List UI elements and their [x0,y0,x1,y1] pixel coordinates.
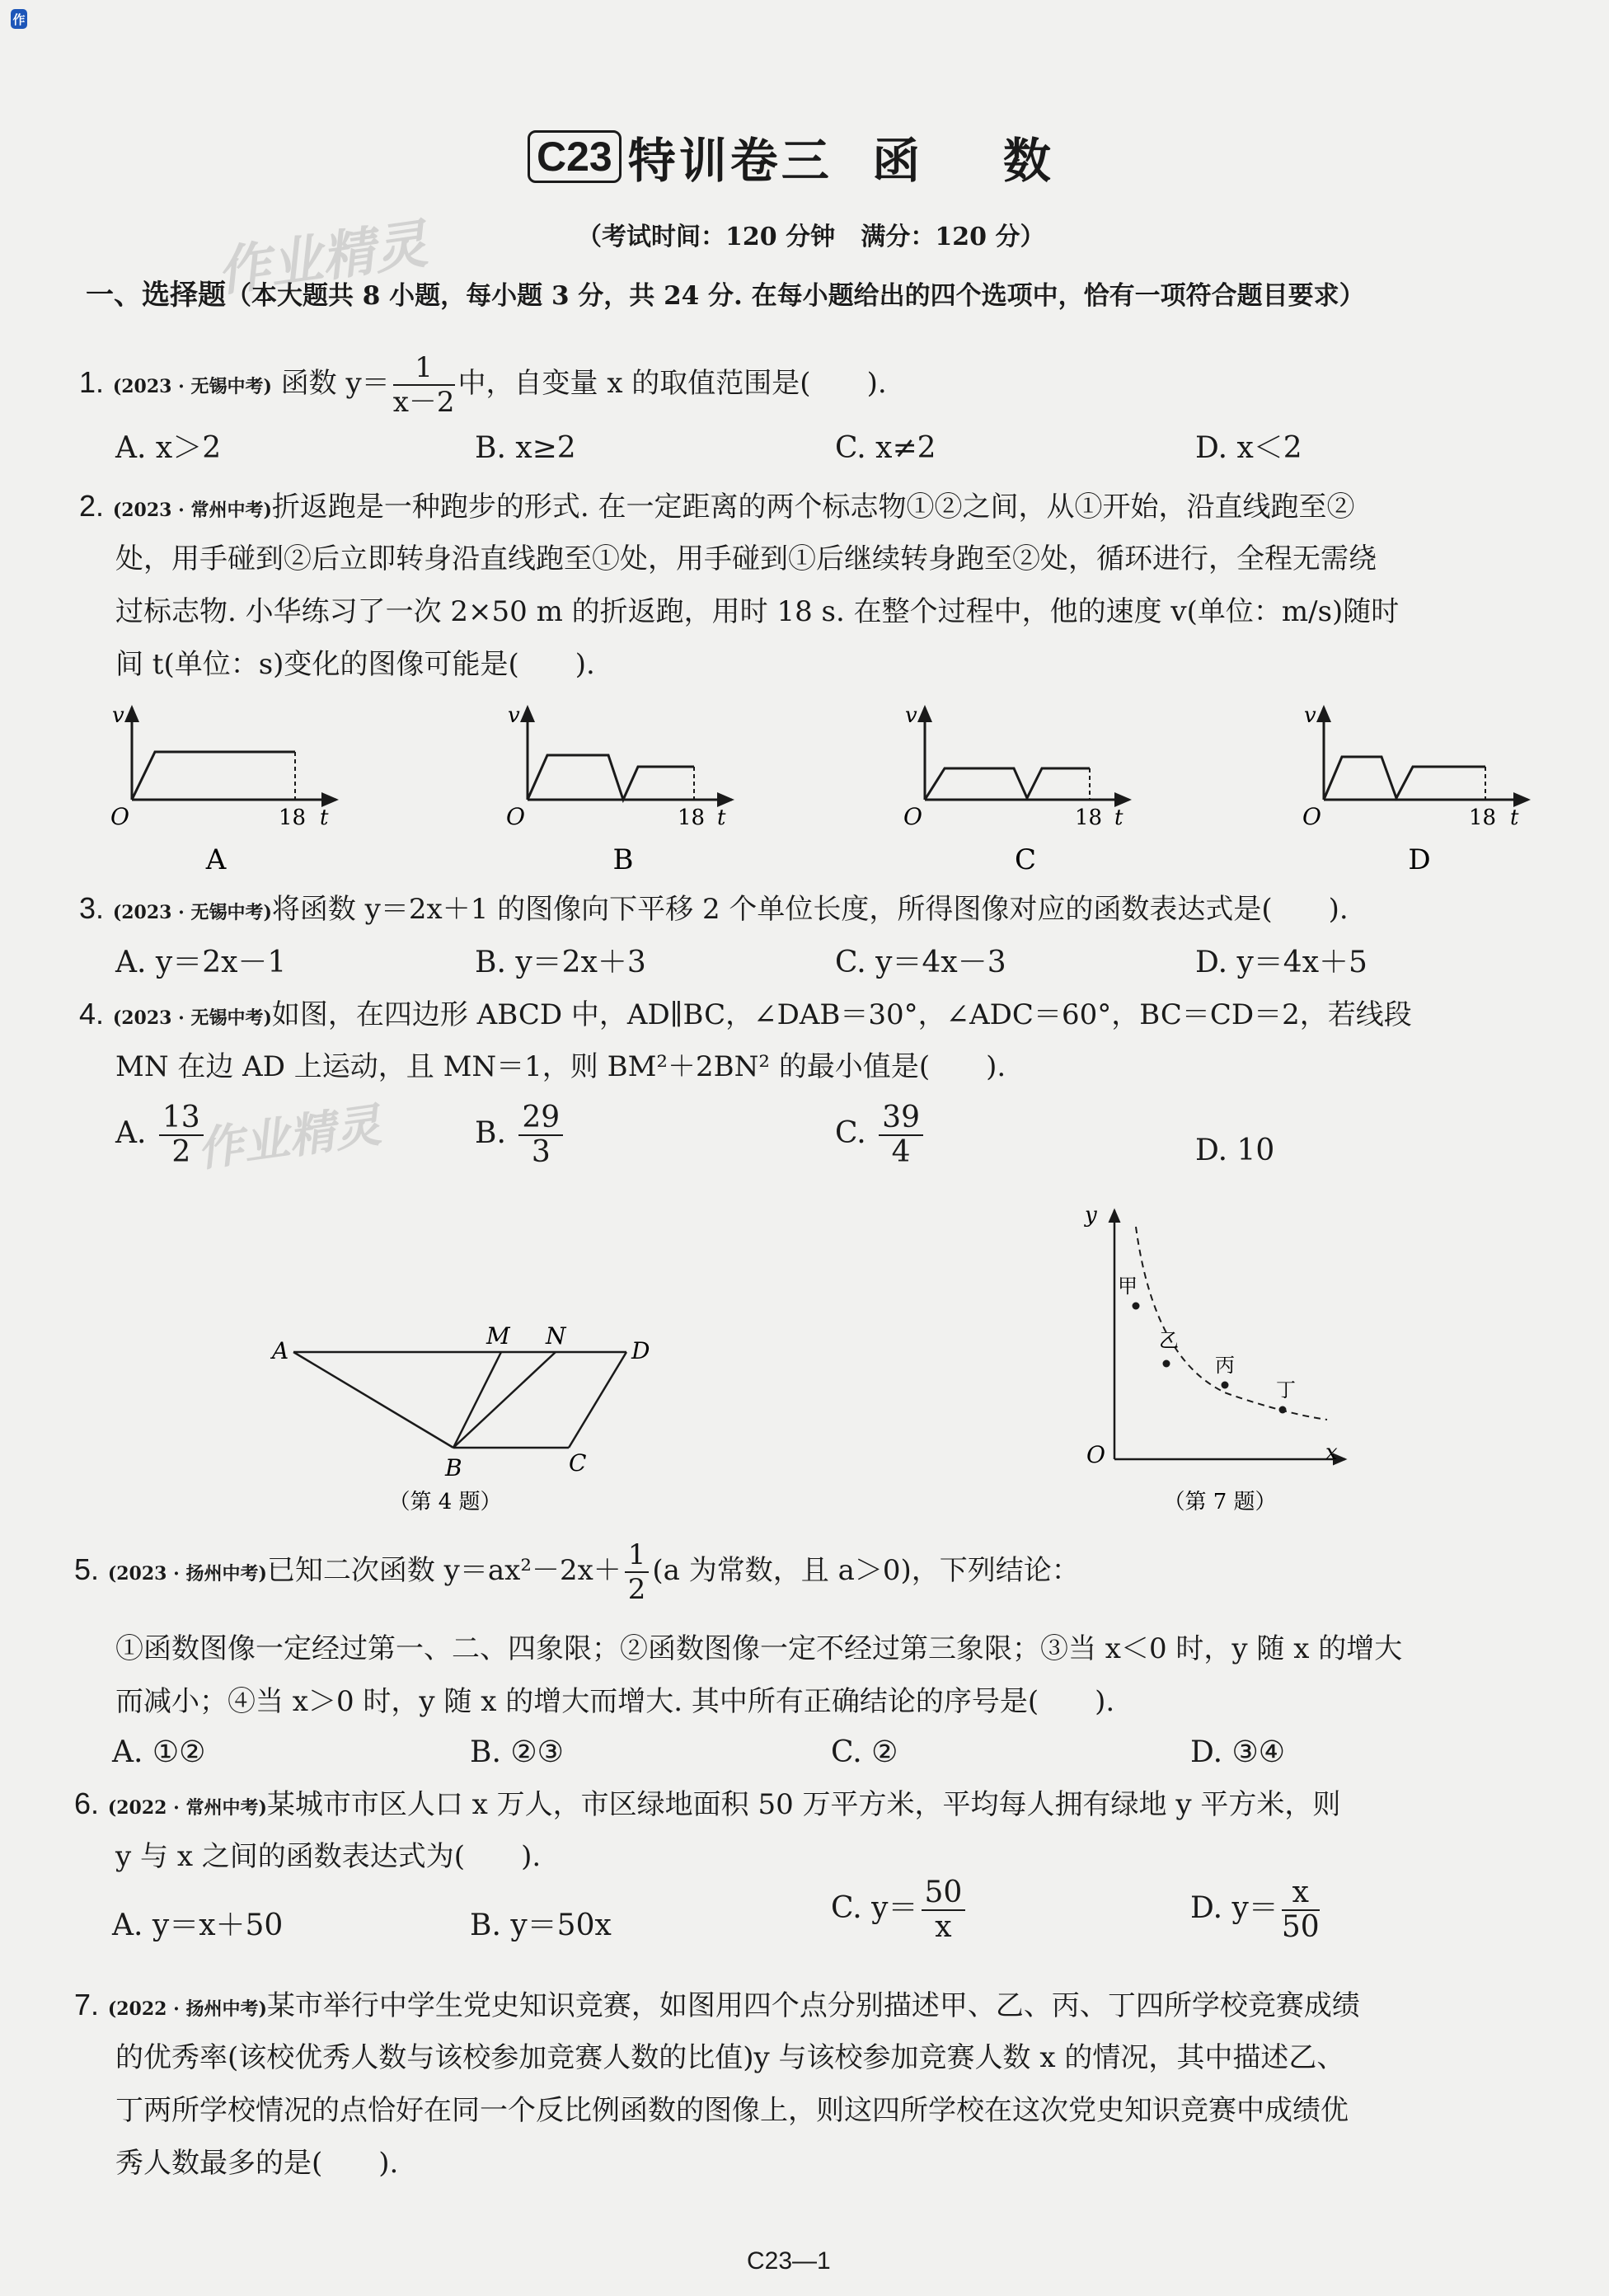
fraction [625,1538,650,1606]
origin-label: O [1086,1441,1105,1468]
option-letter: C. [835,1116,866,1150]
section-heading [86,279,1365,312]
point-yi [1163,1360,1170,1368]
question-text-line: 处，用手碰到②后立即转身沿直线跑至①处，用手碰到①后继续转身跑至②处，循环进行，全程无需绕 [115,542,1377,575]
option-text: D. y＝ [1190,1891,1278,1925]
fraction [922,1876,966,1944]
question-stem: 将函数 y＝2x＋1 的图像向下平移 2 个单位长度，所得图像对应的函数表达式是( ). [271,893,1349,926]
question-number: 5. [74,1552,100,1586]
q2-graphs [0,693,1609,882]
option-b[interactable] [475,1101,566,1169]
axis-label-t: t [717,805,726,830]
point-jia [1133,1303,1140,1310]
axis-label-v: v [508,703,520,728]
question-text-line: ①函数图像一定经过第一、二、四象限；②函数图像一定不经过第三象限；③当 x＜0 时，y 随 x 的增大 [115,1632,1403,1665]
question-number: 2. [79,489,105,523]
point-label-yi: 乙 [1159,1329,1179,1352]
fraction-denominator: 2 [171,1135,191,1169]
fraction-numerator: 39 [879,1101,923,1136]
axis-label-t: t [320,805,329,830]
question-number: 1. [79,365,105,399]
fraction-numerator: 1 [625,1538,650,1573]
question-2 [79,490,1355,527]
tick-label: 18 [1469,805,1497,830]
axis-label-t: t [1510,805,1519,830]
point-bing [1222,1382,1229,1389]
option-a[interactable]: A. y＝x＋50 [112,1909,284,1942]
option-letter: B. [475,1116,506,1150]
axis-label-v: v [905,703,917,728]
question-text-line: 间 t(单位：s)变化的图像可能是( ). [115,648,595,681]
question-number: 3. [79,891,105,925]
option-b[interactable]: B. y＝2x＋3 [475,946,646,979]
question-source: (2023 · 无锡中考) [112,1007,272,1029]
exam-info: （考试时间：120 分钟 满分：120 分） [577,223,1045,251]
origin-label: O [1302,803,1321,830]
question-stem: 如图，在四边形 ABCD 中，AD∥BC，∠DAB＝30°，∠ADC＝60°，BC＝CD＝2，若线段 [271,998,1412,1031]
point-label-b: B [445,1454,462,1481]
fraction-denominator: 50 [1281,1910,1320,1944]
question-source: (2022 · 常州中考) [107,1797,267,1819]
question-source: (2023 · 无锡中考) [112,376,272,397]
graph-d[interactable] [1302,703,1528,876]
figure-q7 [1063,1197,1377,1519]
graph-b[interactable] [506,703,732,876]
tick-label: 18 [678,805,706,830]
option-letter: D. [1195,1134,1228,1167]
fraction [879,1101,923,1169]
tick-label: 18 [279,805,307,830]
option-c[interactable]: C. ② [831,1735,898,1769]
option-a[interactable]: A. x＞2 [115,431,222,465]
question-source: (2023 · 常州中考) [112,500,272,521]
question-text-line: 秀人数最多的是( ). [115,2147,399,2180]
figure-caption: （第 7 题） [1163,1490,1277,1514]
question-text-line: 的优秀率(该校优秀人数与该校参加竞赛人数的比值)y 与该校参加竞赛人数 x 的情况，其中描述乙、 [115,2041,1345,2074]
option-text: 10 [1236,1134,1275,1167]
point-ding [1279,1406,1287,1414]
option-b[interactable]: B. y＝50x [470,1909,612,1942]
axis-label-t: t [1114,805,1123,830]
point-label-n: N [546,1322,566,1350]
fraction-numerator: 50 [922,1876,966,1911]
option-text: C. y＝ [831,1891,918,1925]
point-label-ding: 丁 [1276,1378,1296,1402]
graph-label: B [612,843,634,876]
fraction-denominator: 4 [891,1135,911,1169]
point-label-d: D [631,1337,650,1364]
point-label-a: A [272,1337,289,1364]
figure-q4 [264,1311,676,1517]
segment-cd [569,1352,626,1448]
question-stem: 函数 y＝ [280,367,390,400]
origin-label: O [506,803,525,830]
question-source: (2022 · 扬州中考) [107,1998,267,2020]
option-d[interactable]: D. x＜2 [1195,431,1302,465]
axis-label-x: x [1325,1440,1338,1465]
graph-line [925,768,1090,800]
fraction [1282,1876,1320,1944]
graph-label: C [1014,843,1037,876]
axis-label-v: v [1304,703,1316,728]
question-5 [74,1538,1080,1606]
segment-bm [453,1352,501,1448]
segment-bn [453,1352,556,1448]
option-b[interactable]: B. x≥2 [475,431,576,465]
fraction-numerator: x [1282,1876,1320,1911]
question-stem: 折返跑是一种跑步的形式. 在一定距离的两个标志物①②之间，从①开始，沿直线跑至② [271,491,1355,524]
option-c[interactable] [831,1876,969,1944]
question-stem: (a 为常数，且 a＞0)，下列结论： [652,1554,1080,1587]
question-text-line: y 与 x 之间的函数表达式为( ). [115,1840,542,1873]
question-source: (2023 · 扬州中考) [107,1563,267,1585]
point-label-jia: 甲 [1118,1275,1138,1298]
option-a[interactable] [115,1101,207,1169]
question-7 [74,1988,1360,2026]
question-number: 4. [79,997,105,1031]
question-stem: 中，自变量 x 的取值范围是( ). [457,367,887,400]
option-d[interactable] [1195,1134,1274,1167]
question-1 [79,351,887,419]
option-a[interactable]: A. y＝2x－1 [115,946,287,979]
graph-line [1324,757,1485,800]
fraction-numerator: 13 [159,1101,204,1136]
figure-caption: （第 4 题） [388,1490,502,1514]
tick-label: 18 [1075,805,1103,830]
origin-label: O [110,803,129,830]
fraction-denominator: x [935,1910,952,1944]
origin-label: O [903,803,922,830]
point-label-m: M [486,1322,510,1350]
page-title [528,124,1054,190]
option-d[interactable]: D. ③④ [1190,1735,1286,1769]
fraction-denominator: 2 [627,1573,646,1606]
question-3 [79,892,1349,929]
question-number: 6. [74,1787,100,1820]
fraction-denominator: x－2 [392,386,455,419]
question-source: (2023 · 无锡中考) [112,902,272,923]
axis-label-y: y [1085,1203,1097,1228]
option-c[interactable]: C. y＝4x－3 [835,946,1006,979]
axis-label-v: v [112,703,124,728]
graph-label: A [205,843,227,876]
fraction-denominator: 3 [531,1135,551,1169]
question-text-line: 而减小；④当 x＞0 时，y 随 x 的增大而增大. 其中所有正确结论的序号是( ). [115,1685,1115,1718]
graph-line [132,752,295,800]
question-text-line: MN 在边 AD 上运动，且 MN＝1，则 BM²＋2BN² 的最小值是( ). [115,1050,1006,1083]
option-d[interactable]: D. y＝4x＋5 [1195,946,1367,979]
graph-label: D [1408,843,1431,876]
question-stem: 某城市市区人口 x 万人，市区绿地面积 50 万平方米，平均每人拥有绿地 y 平方米，则 [266,1788,1341,1821]
option-a[interactable]: A. ①② [112,1735,206,1769]
title-text: 特训卷三 函 数 [627,133,1054,189]
graph-c[interactable] [903,703,1129,876]
option-letter: A. [115,1116,147,1150]
option-c[interactable]: C. x≠2 [835,431,936,465]
question-text-line: 过标志物. 小华练习了一次 2×50 m 的折返跑，用时 18 s. 在整个过程中，他的速度 v(单位：m/s)随时 [115,595,1400,628]
fraction [393,351,455,419]
question-number: 7. [74,1988,100,2021]
option-b[interactable]: B. ②③ [470,1735,564,1769]
watermark: 作业精灵 [213,214,431,304]
inverse-curve [1136,1227,1327,1420]
page-number: C23—1 [747,2247,831,2275]
graph-line [528,755,694,800]
fraction [159,1101,204,1169]
fraction-numerator: 1 [393,351,455,386]
section-desc: （本大题共 8 小题，每小题 3 分，共 24 分. 在每小题给出的四个选项中，恰有一项符合题目要求） [226,281,1365,311]
svg-text:作: 作 [12,12,26,27]
question-stem: 已知二次函数 y＝ax²－2x＋ [266,1554,622,1587]
option-d[interactable] [1190,1876,1323,1944]
question-text-line: 丁两所学校情况的点恰好在同一个反比例函数的图像上，则这四所学校在这次党史知识竞赛中成绩优 [115,2094,1349,2127]
watermark: 作业精灵 [194,1098,385,1178]
title-badge: C23 [528,130,622,183]
fraction-numerator: 29 [518,1101,563,1136]
point-label-bing: 丙 [1215,1354,1235,1377]
question-stem: 某市举行中学生党史知识竞赛，如图用四个点分别描述甲、乙、丙、丁四所学校竞赛成绩 [266,1989,1360,2022]
fraction [518,1101,563,1169]
graph-a[interactable] [110,703,336,876]
app-logo-icon [10,8,28,30]
option-c[interactable] [835,1101,926,1169]
segment-ab [293,1352,453,1448]
point-label-c: C [569,1449,587,1477]
question-4 [79,998,1412,1035]
question-6 [74,1787,1340,1824]
section-label: 一、选择题 [86,279,226,312]
